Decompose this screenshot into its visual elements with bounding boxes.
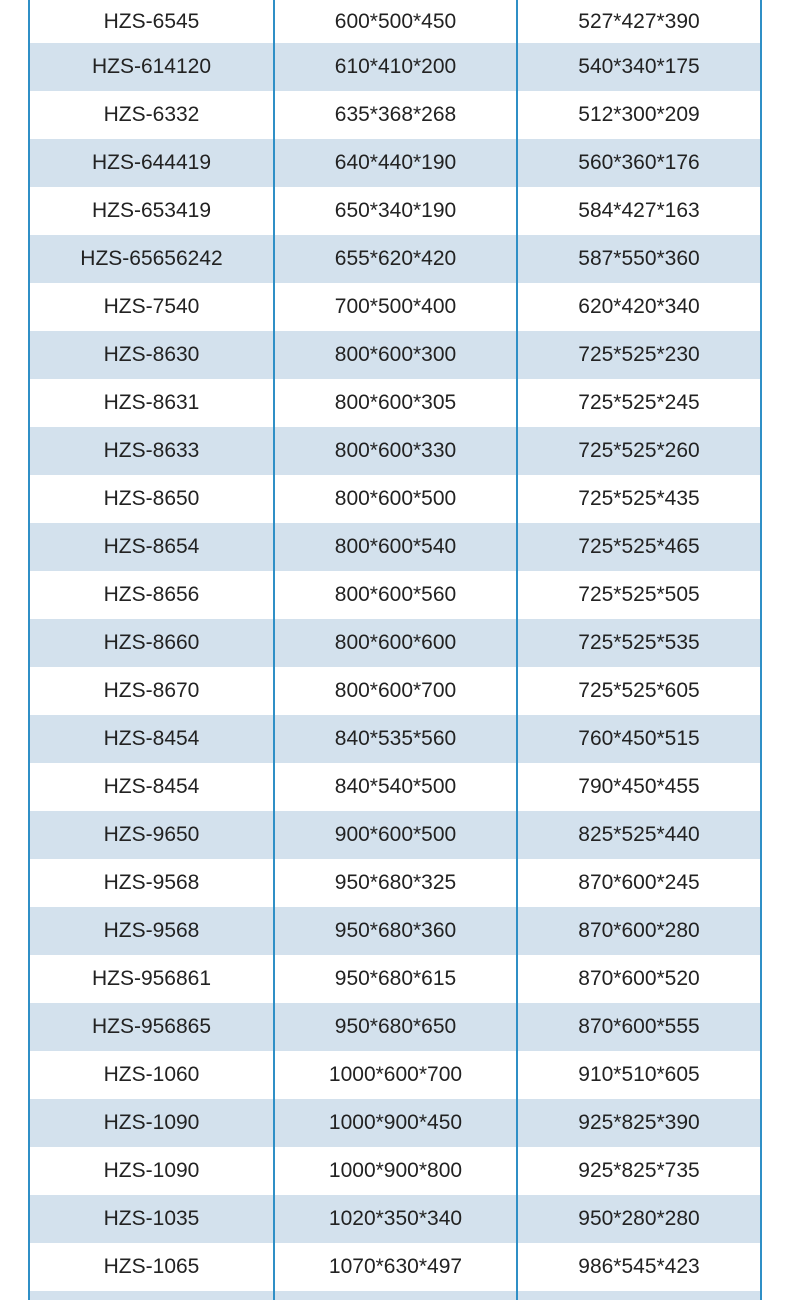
outer-size-cell: 900*600*500	[274, 811, 517, 859]
table-row	[30, 523, 760, 571]
table-row	[30, 763, 760, 811]
table-row	[30, 619, 760, 667]
model-cell: HZS-1060	[103, 1063, 200, 1086]
outer-size-cell: 640*440*190	[274, 139, 517, 187]
inner-size-cell: 725*525*535	[517, 619, 760, 667]
model-cell: HZS-1090	[103, 1159, 200, 1182]
inner-size-cell: 587*550*360	[517, 235, 760, 283]
outer-size-cell: 650*340*190	[274, 187, 517, 235]
inner-size-cell: 910*510*605	[517, 1051, 760, 1099]
outer-size-cell: 840*540*500	[274, 763, 517, 811]
outer-size-cell: 800*600*305	[274, 379, 517, 427]
spec-table-container	[28, 0, 762, 1300]
model-cell: HZS-9568	[103, 871, 200, 894]
outer-size-cell: 1000*900*450	[274, 1099, 517, 1147]
model-cell: HZS-8650	[103, 487, 200, 510]
model-cell: HZS-9650	[30, 811, 274, 859]
inner-size-cell: 950*280*280	[517, 1195, 760, 1243]
model-cell: HZS-8654	[30, 523, 274, 571]
table-row	[30, 1051, 760, 1099]
model-cell: HZS-8631	[103, 391, 200, 414]
outer-size-cell: 700*500*400	[274, 283, 517, 331]
outer-size-cell: 635*368*268	[274, 91, 517, 139]
inner-size-cell: 725*525*230	[517, 331, 760, 379]
inner-size-cell: 584*427*163	[517, 187, 760, 235]
inner-size-cell: 560*360*176	[517, 139, 760, 187]
inner-size-cell: 725*525*435	[517, 475, 760, 523]
model-cell: HZS-8656	[103, 583, 200, 606]
outer-size-cell: 800*600*600	[274, 619, 517, 667]
inner-size-cell: 790*450*455	[517, 763, 760, 811]
empty-cell	[30, 1291, 274, 1300]
table-row	[30, 1147, 760, 1195]
inner-size-cell: 512*300*209	[517, 91, 760, 139]
model-cell: HZS-8454	[30, 715, 274, 763]
inner-size-cell: 527*427*390	[517, 0, 760, 43]
model-cell: HZS-6545	[103, 10, 200, 33]
table-row	[30, 667, 760, 715]
table-row	[30, 187, 760, 235]
table-row	[30, 283, 760, 331]
inner-size-cell: 760*450*515	[517, 715, 760, 763]
table-row	[30, 571, 760, 619]
inner-size-cell: 540*340*175	[517, 43, 760, 91]
empty-cell	[517, 1291, 760, 1300]
inner-size-cell: 725*525*605	[517, 667, 760, 715]
outer-size-cell: 950*680*650	[274, 1003, 517, 1051]
model-cell: HZS-8454	[103, 775, 200, 798]
model-cell: HZS-653419	[91, 199, 212, 222]
outer-size-cell: 1020*350*340	[274, 1195, 517, 1243]
table-row	[30, 139, 760, 187]
inner-size-cell: 986*545*423	[517, 1243, 760, 1291]
outer-size-cell: 800*600*560	[274, 571, 517, 619]
outer-size-cell: 950*680*325	[274, 859, 517, 907]
outer-size-cell: 600*500*450	[274, 0, 517, 43]
model-cell: HZS-8633	[30, 427, 274, 475]
outer-size-cell: 800*600*330	[274, 427, 517, 475]
empty-cell	[274, 1291, 517, 1300]
model-cell: HZS-8660	[30, 619, 274, 667]
outer-size-cell: 1070*630*497	[274, 1243, 517, 1291]
table-row	[30, 91, 760, 139]
inner-size-cell: 870*600*280	[517, 907, 760, 955]
model-cell: HZS-644419	[30, 139, 274, 187]
outer-size-cell: 610*410*200	[274, 43, 517, 91]
outer-size-cell: 950*680*615	[274, 955, 517, 1003]
inner-size-cell: 725*525*465	[517, 523, 760, 571]
outer-size-cell: 655*620*420	[274, 235, 517, 283]
outer-size-cell: 1000*900*800	[274, 1147, 517, 1195]
table-row	[30, 1099, 760, 1147]
table-row	[30, 0, 760, 43]
table-row	[30, 1003, 760, 1051]
spec-table-body	[30, 0, 760, 1300]
model-cell: HZS-65656242	[30, 235, 274, 283]
table-row	[30, 715, 760, 763]
model-cell: HZS-8630	[30, 331, 274, 379]
outer-size-cell: 840*535*560	[274, 715, 517, 763]
inner-size-cell: 870*600*245	[517, 859, 760, 907]
model-cell: HZS-956861	[91, 967, 212, 990]
table-row	[30, 235, 760, 283]
model-cell: HZS-614120	[30, 43, 274, 91]
outer-size-cell: 800*600*500	[274, 475, 517, 523]
table-row	[30, 427, 760, 475]
table-row	[30, 43, 760, 91]
model-cell: HZS-956865	[30, 1003, 274, 1051]
table-row	[30, 907, 760, 955]
model-cell: HZS-7540	[103, 295, 200, 318]
model-cell: HZS-9568	[30, 907, 274, 955]
outer-size-cell: 1000*600*700	[274, 1051, 517, 1099]
inner-size-cell: 725*525*260	[517, 427, 760, 475]
table-row-partial	[30, 1291, 760, 1300]
model-cell: HZS-1035	[30, 1195, 274, 1243]
table-row	[30, 1243, 760, 1291]
table-row	[30, 331, 760, 379]
outer-size-cell: 800*600*300	[274, 331, 517, 379]
inner-size-cell: 925*825*390	[517, 1099, 760, 1147]
table-row	[30, 859, 760, 907]
model-cell: HZS-1065	[103, 1255, 200, 1278]
inner-size-cell: 925*825*735	[517, 1147, 760, 1195]
inner-size-cell: 870*600*520	[517, 955, 760, 1003]
table-row	[30, 955, 760, 1003]
spec-table	[30, 0, 760, 1300]
inner-size-cell: 870*600*555	[517, 1003, 760, 1051]
inner-size-cell: 725*525*245	[517, 379, 760, 427]
table-row	[30, 811, 760, 859]
outer-size-cell: 950*680*360	[274, 907, 517, 955]
outer-size-cell: 800*600*540	[274, 523, 517, 571]
table-row	[30, 475, 760, 523]
inner-size-cell: 620*420*340	[517, 283, 760, 331]
table-row	[30, 1195, 760, 1243]
model-cell: HZS-8670	[103, 679, 200, 702]
model-cell: HZS-6332	[103, 103, 200, 126]
inner-size-cell: 825*525*440	[517, 811, 760, 859]
table-row	[30, 379, 760, 427]
inner-size-cell: 725*525*505	[517, 571, 760, 619]
outer-size-cell: 800*600*700	[274, 667, 517, 715]
model-cell: HZS-1090	[30, 1099, 274, 1147]
